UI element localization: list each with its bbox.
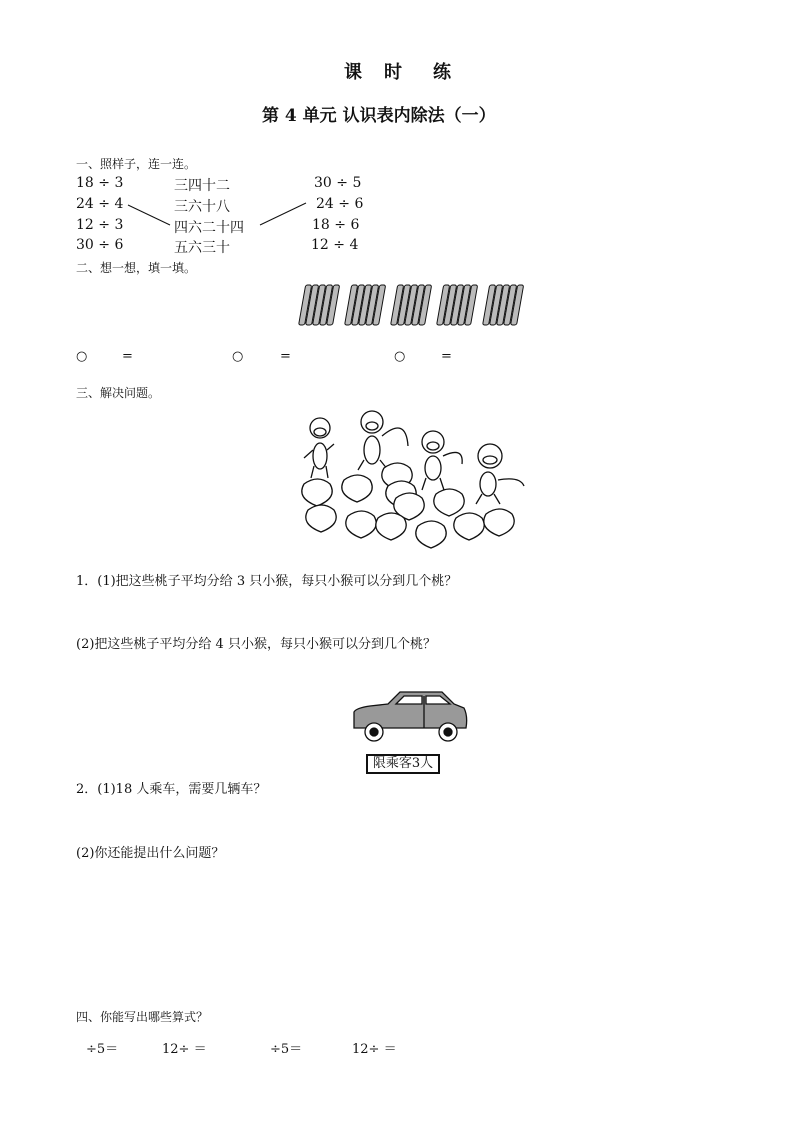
expr-blank-2[interactable]: 12÷ ＝ (162, 1042, 207, 1057)
blank-circle-1[interactable]: ○ (76, 349, 88, 364)
page-subtitle: 第 4 单元 认识表内除法（一） (262, 106, 496, 126)
question-1-part-2: (2)把这些桃子平均分给 4 只小猴，每只小猴可以分到几个桃？ (76, 637, 436, 652)
monkeys-and-peaches-illustration (296, 406, 526, 556)
expr-blank-3[interactable]: ÷5＝ (270, 1042, 303, 1057)
left-expr-2: 24 ÷ 4 (76, 196, 124, 212)
blank-equals-1: = (122, 349, 133, 364)
title-char-3: 练 (433, 62, 451, 83)
section4-heading: 四、你能写出哪些算式？ (76, 1010, 209, 1024)
question-2-part-2: (2)你还能提出什么问题？ (76, 846, 225, 861)
right-expr-3: 18 ÷ 6 (312, 217, 360, 233)
left-expr-3: 12 ÷ 3 (76, 217, 124, 233)
blank-equals-2: = (280, 349, 291, 364)
section2-heading: 二、想一想，填一填。 (76, 261, 197, 275)
blank-circle-2[interactable]: ○ (232, 349, 244, 364)
title-char-1: 课 (344, 62, 362, 83)
title-char-2: 时 (384, 62, 402, 83)
car-illustration (350, 688, 472, 748)
middle-word-4: 五六三十 (174, 240, 230, 256)
blank-equals-3: = (441, 349, 452, 364)
car-capacity-sign: 限乘客3人 (366, 754, 440, 774)
right-expr-2: 24 ÷ 6 (316, 196, 364, 212)
example-connector-lines (0, 0, 794, 300)
right-expr-4: 12 ÷ 4 (311, 237, 359, 253)
blank-circle-3[interactable]: ○ (394, 349, 406, 364)
question-2-part-1: 2．(1)18 人乘车，需要几辆车？ (76, 782, 267, 797)
expr-blank-1[interactable]: ÷5＝ (86, 1042, 119, 1057)
expr-blank-4[interactable]: 12÷ ＝ (352, 1042, 397, 1057)
middle-word-1: 三四十二 (174, 178, 230, 194)
section3-heading: 三、解决问题。 (76, 386, 161, 400)
middle-word-2: 三六十八 (174, 199, 230, 215)
left-expr-1: 18 ÷ 3 (76, 175, 124, 191)
right-expr-1: 30 ÷ 5 (314, 175, 362, 191)
section1-heading: 一、照样子，连一连。 (76, 157, 197, 171)
middle-word-3: 四六二十四 (174, 220, 244, 236)
left-expr-4: 30 ÷ 6 (76, 237, 124, 253)
question-1-part-1: 1．(1)把这些桃子平均分给 3 只小猴，每只小猴可以分到几个桃？ (76, 574, 458, 589)
sticks-illustration (300, 283, 524, 329)
